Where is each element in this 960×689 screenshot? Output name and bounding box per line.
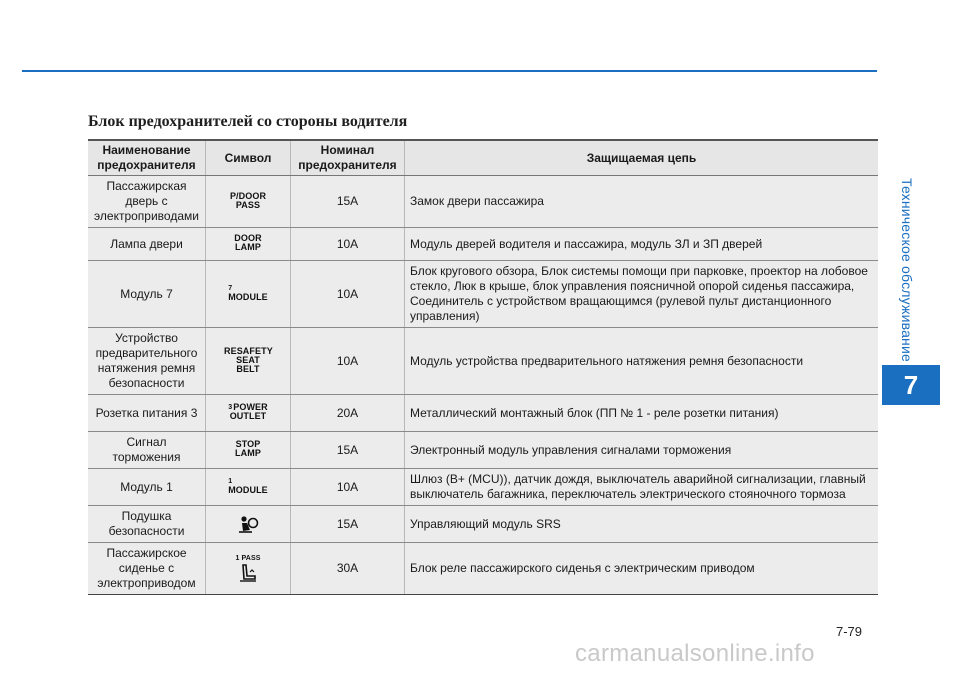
header-fuse-name: Наименование предохранителя	[88, 140, 206, 176]
fuse-name: Пассажирское сиденье с электроприводом	[88, 543, 206, 595]
symbol-text: 1 PASS	[235, 555, 261, 562]
power-seat-icon	[237, 563, 259, 583]
chapter-number-badge: 7	[882, 365, 940, 405]
table-row	[88, 328, 878, 395]
symbol-label: DOOR LAMP	[234, 233, 262, 252]
symbol-number: 3	[228, 404, 233, 411]
symbol-text: MODULE	[228, 292, 268, 302]
top-rule	[22, 70, 877, 72]
table-row	[88, 543, 878, 595]
symbol-label	[228, 284, 268, 302]
fuse-circuit: Модуль дверей водителя и пассажира, модуль ЗЛ и ЗП дверей	[405, 228, 879, 261]
table-row	[88, 432, 878, 469]
fuse-symbol	[206, 261, 291, 328]
symbol-label: RESAFETY SEAT BELT	[224, 345, 273, 374]
fuse-name: Модуль 7	[88, 261, 206, 328]
table-row	[88, 176, 878, 228]
section-side-title: Техническое обслуживание	[899, 178, 916, 362]
symbol-label: P/DOOR PASS	[229, 190, 267, 210]
page-title: Блок предохранителей со стороны водителя	[88, 113, 408, 130]
symbol-label	[222, 403, 274, 421]
fuse-circuit: Блок кругового обзора, Блок системы помощи при парковке, проектор на лобовое стекло, Люк в крыше, блок управления поясничной опорой сиденья пассажира, Соединитель с устройством вращающимся (рулевой пульт дистанционного управления)	[405, 261, 879, 328]
fuse-circuit: Электронный модуль управления сигналами торможения	[405, 432, 879, 469]
airbag-icon	[236, 514, 260, 534]
table-row	[88, 228, 878, 261]
fuse-rating: 10А	[291, 469, 405, 506]
symbol-text: POWER OUTLET	[229, 402, 268, 421]
fuse-circuit: Шлюз (B+ (MCU)), датчик дождя, выключатель аварийной сигнализации, главный выключатель багажника, переключатель электрического стояночного тормоза	[405, 469, 879, 506]
fuse-symbol	[206, 328, 291, 395]
table-row	[88, 261, 878, 328]
fuse-rating: 15А	[291, 432, 405, 469]
table-row	[88, 469, 878, 506]
header-circuit: Защищаемая цепь	[405, 140, 879, 176]
fuse-circuit: Управляющий модуль SRS	[405, 506, 879, 543]
fuse-name: Пассажирская дверь с электроприводами	[88, 176, 206, 228]
table-row	[88, 506, 878, 543]
symbol-label	[228, 477, 268, 495]
fuse-name: Модуль 1	[88, 469, 206, 506]
fuse-rating: 10А	[291, 261, 405, 328]
fuse-name: Устройство предварительного натяжения ремня безопасности	[88, 328, 206, 395]
symbol-number: 1	[228, 478, 233, 485]
fuse-table	[88, 139, 878, 595]
fuse-symbol	[206, 506, 291, 543]
table-header-row	[88, 140, 878, 176]
symbol-label: STOP LAMP	[235, 439, 261, 458]
fuse-circuit: Блок реле пассажирского сиденья с электрическим приводом	[405, 543, 879, 595]
fuse-rating: 20А	[291, 395, 405, 432]
fuse-symbol	[206, 543, 291, 595]
fuse-name: Розетка питания 3	[88, 395, 206, 432]
symbol-number: 7	[228, 285, 233, 292]
fuse-rating: 30А	[291, 543, 405, 595]
page-number: 7-79	[836, 624, 863, 639]
fuse-symbol	[206, 228, 291, 261]
symbol-text: MODULE	[228, 485, 268, 495]
fuse-name: Подушка безопасности	[88, 506, 206, 543]
fuse-name: Сигнал торможения	[88, 432, 206, 469]
symbol-label	[236, 554, 261, 583]
watermark-logo: carmanualsonline.info	[575, 640, 815, 667]
header-symbol: Символ	[206, 140, 291, 176]
fuse-rating: 10А	[291, 328, 405, 395]
fuse-symbol	[206, 469, 291, 506]
fuse-symbol	[206, 395, 291, 432]
header-rating: Номинал предохранителя	[291, 140, 405, 176]
fuse-rating: 10А	[291, 228, 405, 261]
fuse-rating: 15А	[291, 176, 405, 228]
fuse-name: Лампа двери	[88, 228, 206, 261]
fuse-rating: 15А	[291, 506, 405, 543]
fuse-circuit: Замок двери пассажира	[405, 176, 879, 228]
fuse-circuit: Модуль устройства предварительного натяжения ремня безопасности	[405, 328, 879, 395]
table-row	[88, 395, 878, 432]
fuse-symbol	[206, 176, 291, 228]
fuse-symbol	[206, 432, 291, 469]
fuse-circuit: Металлический монтажный блок (ПП № 1 - реле розетки питания)	[405, 395, 879, 432]
